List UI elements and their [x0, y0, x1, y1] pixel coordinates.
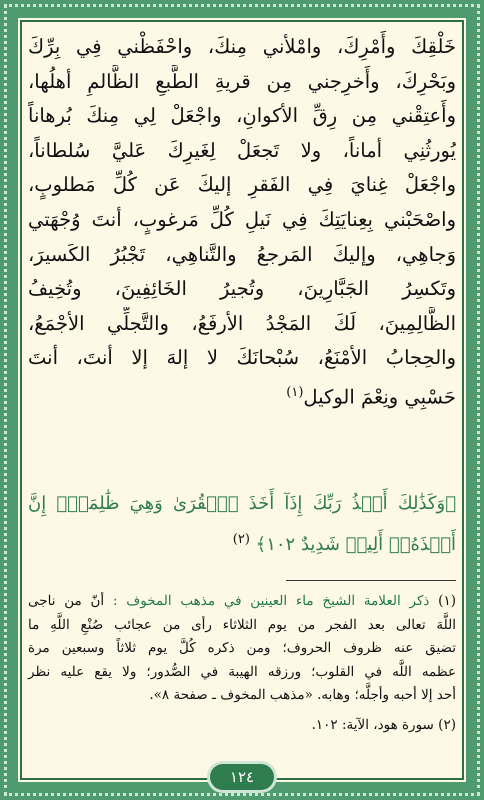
footnote-separator: [286, 580, 456, 581]
verse-line: ﴿وَكَذَٰلِكَ أَخۡذُ رَبِّكَ إِذَآ أَخَذَ ٱلۡقُرَىٰ وَهِيَ ظَٰلِمَةٌۚ إِنَّ: [28, 493, 456, 514]
footnote-ref-2: (٢): [232, 532, 250, 547]
footnote-text: سورة هود، الآية: ١٠٢.: [311, 716, 434, 733]
prayer-line: وأَعتِقْني مِن رِقِّ الأكوانِ، واجْعَلْ لِي مِنكَ بُرهاناً: [28, 104, 456, 128]
footnote-line: أحد إلا أحبه وأجلَّه؛ وهابه. «مذهب المخوف ـ صفحة ٨».: [149, 687, 456, 703]
prayer-line: يُورثُنِي أماناً، ولا تَجعَلْ لِغَيرِكَ عَليَّ سُلطاناً،: [28, 138, 456, 162]
prayer-text: [28, 30, 456, 415]
verse-line-final: [28, 522, 456, 563]
footnote-number: (١): [438, 593, 456, 609]
prayer-line-text: حَسْبِي ونِعْمَ الوكيل: [303, 385, 456, 409]
footnote-text: أنّ من ناجى: [28, 593, 105, 609]
prayer-line: الظَّالِمِينَ، لَكَ المَجْدُ الأرفَعُ، والتَّجلِّي الأجْمَعُ،: [28, 311, 456, 335]
prayer-line: خَلْقِكَ وأَمْرِكَ، وامْلأني مِنكَ، واحْفَظْني فِي بِرِّكَ: [28, 35, 456, 58]
footnote-ref-1: (١): [286, 384, 304, 400]
verse-line-text: أَخۡذَهُۥٓ أَلِيمٞ شَدِيدٌ ١٠٢﴾: [255, 534, 456, 555]
prayer-line: والحِجابُ الأمْنَعُ، سُبْحانَكَ لا إلهَ إلا أنتَ، أنتَ: [28, 346, 456, 370]
footnote-1: [28, 590, 456, 708]
quran-verse: [28, 486, 456, 563]
prayer-line: وتَكسِرُ الجَبَّارِينَ، وتُجيرُ الخَائِفِينَ، وتُخِيفُ: [28, 277, 456, 301]
footnote-line: تضيق عنه ظروف الحروف؛ ومن ذكره كُلَّ يوم ثلاثاً وسبعين مرة: [28, 640, 456, 656]
footnote-line: اللَّهَ تعالى بعد الفجر من يوم الثلاثاء رأى من عجائب صُنْعِ اللَّهِ ما: [28, 616, 456, 633]
footnote-number: (٢): [438, 716, 456, 733]
prayer-line: وبَحْرِكَ، وأَخرِجني مِن قريةِ الطَّبعِ الظَّالمِ أهلُها،: [28, 69, 456, 93]
footnote-line: [28, 590, 456, 614]
footnotes: [28, 590, 456, 737]
prayer-line: وَجاهِي، وإليكَ المَرجعُ والتَّناهِي، تَجْبُرُ الكَسيرَ،: [28, 242, 456, 266]
footnote-lead: ذكر العلامة الشيخ ماء العينين في مذهب المخوف :: [112, 593, 430, 609]
footnote-line: عظمه اللَّه في القلوب؛ ورزقه الهيبة في الصُّدور؛ ولا يقع عليه نظر: [28, 663, 456, 680]
footnote-line: [28, 714, 456, 738]
page-number: ١٢٤: [210, 764, 274, 790]
prayer-line: واصْحَبْني بِعِنايَتِكَ فِي نَيلِ كُلِّ مَرغوبٍ، أنتَ وُجْهَتي: [28, 207, 456, 231]
prayer-line-final: [28, 376, 456, 415]
prayer-line: واجْعَلْ غِنايَ فِي الفَقرِ إليكَ عَن كُلِّ مَطلوبٍ،: [28, 173, 456, 197]
footnote-2: [28, 714, 456, 738]
